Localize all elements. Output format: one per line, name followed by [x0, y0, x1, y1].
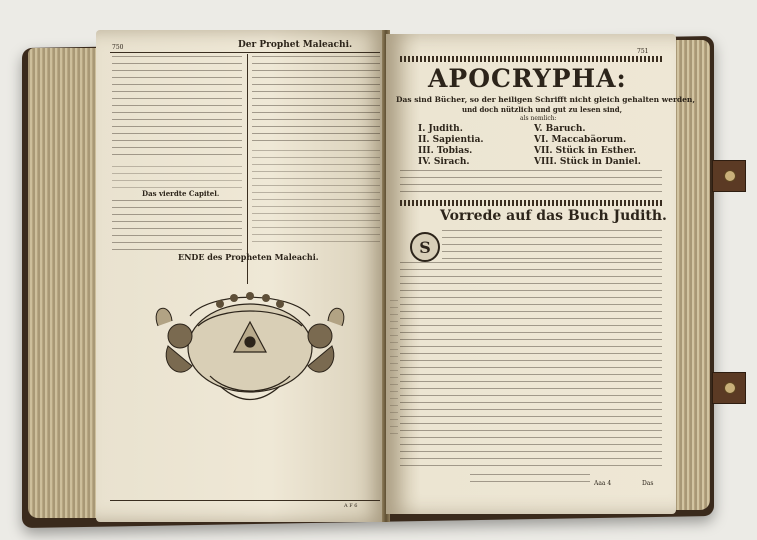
book-entry: I. Judith.	[418, 124, 463, 134]
subtitle-line-2: und doch nützlich und gut zu lesen sind,	[462, 105, 623, 114]
footer-rule	[110, 500, 380, 501]
subtitle-line-1: Das sind Bücher, so der heiligen Schrifft nicht gleich gehalten werden,	[396, 95, 696, 104]
right-column-text	[252, 56, 380, 144]
engraved-vignette	[150, 286, 350, 416]
margin-notes	[390, 300, 398, 440]
subtitle-line-3: als nemlich:	[520, 115, 557, 122]
left-page-number: 750	[112, 44, 124, 51]
chapter-heading: Das vierdte Capitel.	[142, 189, 220, 198]
apocrypha-title: APOCRYPHA:	[428, 64, 627, 93]
book-entry: VI. Maccabäorum.	[534, 135, 627, 145]
footer-signature: Aaa 4	[594, 480, 612, 487]
left-page-footer: A F 6	[344, 503, 358, 509]
left-column-text	[112, 56, 242, 160]
metal-clasp-bottom	[712, 372, 746, 404]
preface-heading: Vorrede auf das Buch Judith.	[440, 208, 667, 224]
clasp-rivet	[724, 382, 736, 394]
preface-text-opening	[442, 230, 662, 260]
clasp-rivet	[724, 170, 736, 182]
chapter-text	[112, 200, 242, 250]
metal-clasp-top	[712, 160, 746, 192]
book-entry: VIII. Stück in Daniel.	[534, 157, 641, 167]
left-page-header: Der Prophet Maleachi.	[238, 40, 353, 50]
header-rule	[110, 52, 380, 53]
book-entry: III. Tobias.	[418, 146, 473, 156]
ornament-band-top	[400, 56, 662, 62]
right-page-number: 751	[637, 48, 649, 55]
preface-text-end	[470, 474, 590, 488]
book-entry: II. Sapientia.	[418, 135, 484, 145]
decorated-initial: S	[410, 232, 440, 262]
commentary-text	[252, 150, 380, 246]
footer-catchword: Das	[642, 480, 654, 487]
intro-paragraph-text	[400, 170, 662, 198]
footnote-text	[112, 166, 242, 188]
book-entry: IV. Sirach.	[418, 157, 470, 167]
preface-text-body	[400, 262, 662, 472]
book-entry: VII. Stück in Esther.	[534, 146, 637, 156]
column-divider	[247, 54, 248, 284]
ornament-band-middle	[400, 200, 662, 206]
book-entry: V. Baruch.	[534, 124, 586, 134]
end-line: ENDE des Propheten Maleachi.	[178, 252, 319, 262]
